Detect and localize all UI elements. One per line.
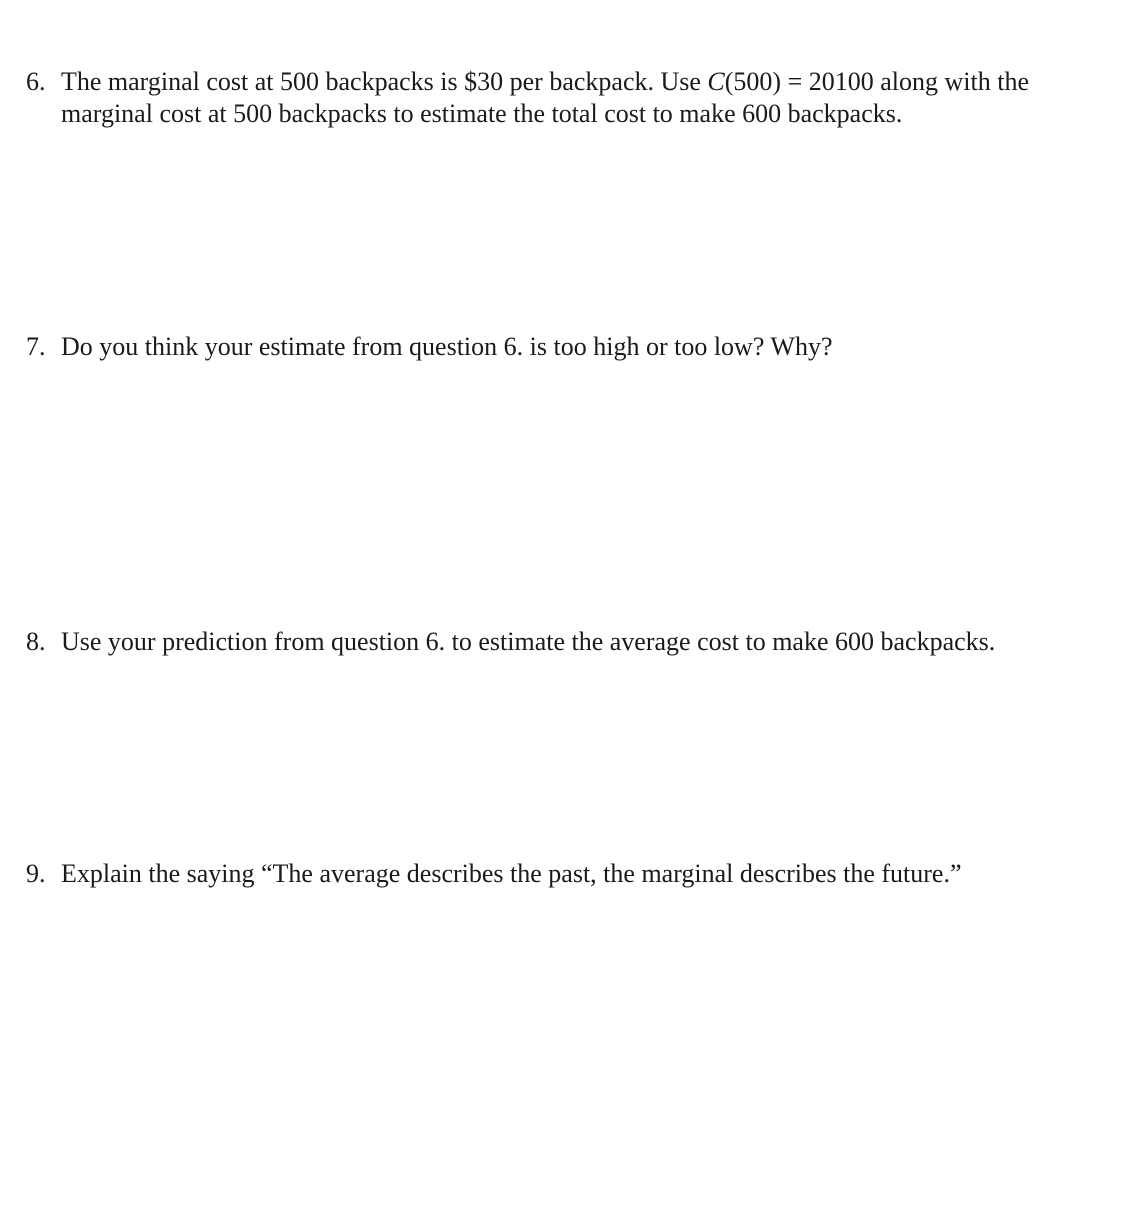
question-text-part: The marginal cost at 500 backpacks is $30 per backpack. Use xyxy=(61,67,708,96)
question-9 xyxy=(26,858,1126,890)
question-text: Explain the saying “The average describes the past, the marginal describes the future.” xyxy=(61,859,962,888)
math-argument: (500) xyxy=(724,67,782,96)
question-number: 7. xyxy=(26,332,46,361)
math-equals: = xyxy=(781,67,809,96)
question-number: 8. xyxy=(26,627,46,656)
question-text xyxy=(61,66,1126,130)
math-function: C xyxy=(707,67,725,96)
question-text: Use your prediction from question 6. to estimate the average cost to make 600 backpacks. xyxy=(61,627,996,656)
question-number: 9. xyxy=(26,859,46,888)
question-text-part: 20100 along with the marginal cost at 500 backpacks to estimate the total cost to make 600 backpacks. xyxy=(61,67,1030,128)
question-7 xyxy=(26,331,1126,363)
question-6 xyxy=(26,66,1126,130)
question-number: 6. xyxy=(26,67,46,96)
question-text: Do you think your estimate from question 6. is too high or too low? Why? xyxy=(61,332,833,361)
question-8 xyxy=(26,626,1126,658)
